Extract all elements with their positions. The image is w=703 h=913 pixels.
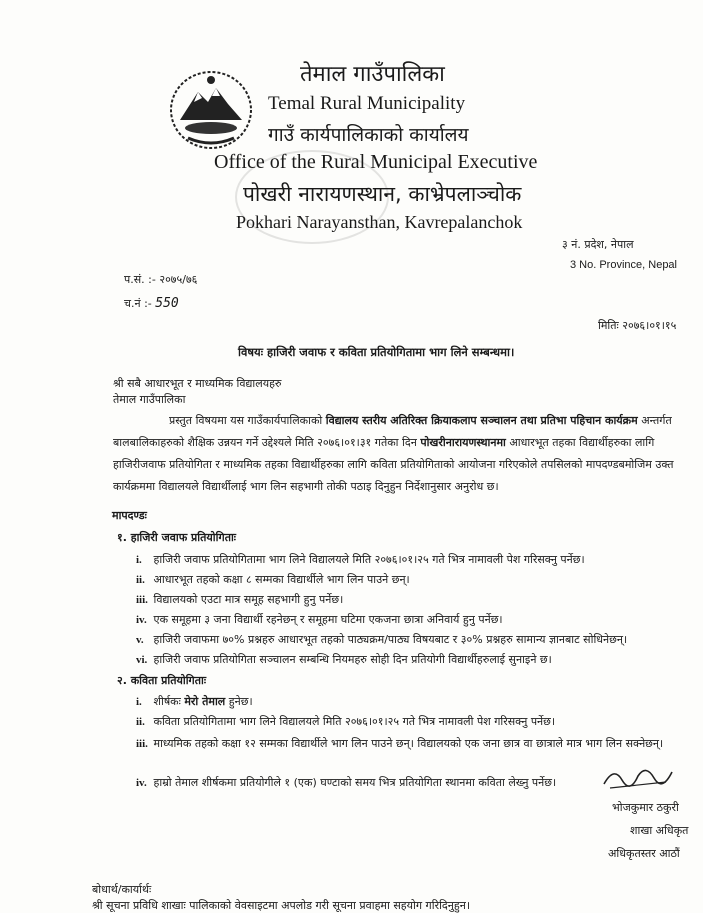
list-item-text: माध्यमिक तहको कक्षा १२ सम्मका विद्यार्थीले भाग लिन पाउने छन्। विद्यालयको एक जना छात्र वा छात्राले मात्र भाग लिन सक्नेछन्। bbox=[153, 737, 664, 750]
list-item-number: i. bbox=[136, 696, 142, 708]
list-item-number: ii. bbox=[136, 574, 145, 586]
subject-line: विषयः हाजिरी जवाफ र कविता प्रतियोगितामा भाग लिने सम्बन्धमा। bbox=[238, 345, 515, 359]
nepal-emblem-icon bbox=[168, 68, 254, 150]
list-item-text: हाजिरी जवाफमा ७०% प्रश्नहरु आधारभूत तहको पाठ्यक्रम/पाठ्य विषयबाट र ३०% प्रश्नहरु सामान्य ज्ञानबाट सोधिनेछन्। bbox=[153, 633, 628, 646]
list-item-text-after: हुनेछ। bbox=[228, 695, 253, 708]
list-item-number: vi. bbox=[136, 654, 148, 666]
section-quiz-title: १. हाजिरी जवाफ प्रतियोगिताः bbox=[117, 531, 237, 544]
list-item bbox=[136, 552, 696, 568]
body-paragraph bbox=[113, 410, 691, 498]
dispatch-number-label: च.नं :- bbox=[124, 297, 152, 310]
list-item-text: हाजिरी जवाफ प्रतियोगितामा भाग लिने विद्यालयले मिति २०७६।०१।२५ गते भित्र नामावली पेश गरिसक्नु पर्नेछ। bbox=[153, 553, 585, 566]
signature-icon bbox=[600, 762, 678, 792]
list-item-text: शीर्षकः bbox=[153, 695, 181, 708]
section-poetry-title: २. कविता प्रतियोगिताः bbox=[117, 674, 207, 687]
province-np: ३ नं. प्रदेश, नेपाल bbox=[562, 238, 634, 251]
list-item bbox=[136, 694, 696, 710]
signatory-rank: अधिकृतस्तर आठौं bbox=[608, 847, 680, 860]
criteria-heading: मापदण्डः bbox=[112, 509, 147, 522]
place-np: पोखरी नारायणस्थान, काभ्रेपलाञ्चोक bbox=[243, 182, 522, 206]
list-item-text: एक समूहमा ३ जना विद्यार्थी रहनेछन् र समूहमा घटिमा एकजना छात्रा अनिवार्य हुनु पर्नेछ। bbox=[153, 613, 503, 626]
body-program-name: विद्यालय स्तरीय अतिरिक्त क्रियाकलाप सञ्चालन तथा प्रतिभा पहिचान कार्यक्रम bbox=[325, 414, 638, 427]
office-name-np: गाउँ कार्यपालिकाको कार्यालय bbox=[268, 124, 469, 146]
list-item bbox=[136, 775, 616, 791]
list-item bbox=[136, 612, 696, 628]
letter-number-label: प.सं. :- bbox=[124, 273, 156, 286]
list-item-text: हाम्रो तेमाल शीर्षकमा प्रतियोगीले १ (एक) घण्टाको समय भित्र प्रतियोगिता स्थानमा कविता लेख्नु पर्नेछ। bbox=[153, 776, 557, 789]
list-item-text: आधारभूत तहको कक्षा ८ सम्मका विद्यार्थीले भाग लिन पाउने छन्। bbox=[153, 573, 410, 586]
list-item-number: iv. bbox=[136, 614, 147, 626]
municipality-name-en: Temal Rural Municipality bbox=[268, 93, 466, 114]
list-item-number: v. bbox=[136, 634, 144, 646]
province-en: 3 No. Province, Nepal bbox=[570, 259, 677, 271]
body-text-1: प्रस्तुत विषयमा यस गाउँकार्यपालिकाको bbox=[169, 414, 323, 427]
dispatch-number bbox=[124, 296, 179, 311]
list-item-number: iv. bbox=[136, 777, 147, 789]
signatory-name: भोजकुमार ठकुरी bbox=[612, 801, 679, 814]
body-venue: पोखरीनारायणस्थानमा bbox=[420, 436, 506, 449]
list-item-text: हाजिरी जवाफ प्रतियोगिता सञ्चालन सम्बन्धि नियमहरु सोही दिन प्रतियोगी विद्यार्थीहरुलाई सुनाइने छ। bbox=[153, 653, 552, 666]
list-item-number: i. bbox=[136, 554, 142, 566]
body-text-2: अन्तर्गत बालबालिकाहरुको शैक्षिक उन्नयन गर्ने उद्देश्यले मिति २०७६।०१।३१ गतेका दिन bbox=[113, 414, 672, 449]
addressee-line-1: श्री सबै आधारभूत र माध्यमिक विद्यालयहरु bbox=[113, 377, 282, 390]
list-item bbox=[136, 734, 696, 754]
letter-number-value: २०७५/७६ bbox=[159, 273, 198, 286]
list-item bbox=[136, 714, 696, 730]
cc-line: श्री सूचना प्रविधि शाखाः पालिकाको वेवसाइटमा अपलोड गरी सूचना प्रवाहमा सहयोग गरिदिनुहुन। bbox=[92, 899, 470, 912]
list-item-number: iii. bbox=[136, 738, 148, 750]
signatory-post: शाखा अधिकृत bbox=[630, 824, 689, 837]
list-item bbox=[136, 592, 696, 608]
body-text-3: आधारभूत तहका विद्यार्थीहरुका लागि हाजिरीजवाफ प्रतियोगिता र माध्यमिक तहका विद्यार्थीहरुका लागि कविता प्रतियोगिताको आयोजना गरिएकोले तपसिलको मापदण्डबमोजिम उक्त कार्यक्रममा विद्यालयले विद्यार्थीलाई भाग लिन सहभागी तोकी पठाइ दिनुहुन निर्देशानुसार अनुरोध छ। bbox=[113, 436, 674, 493]
letter-date: मितिः २०७६।०१।१५ bbox=[598, 319, 677, 332]
municipality-name-np: तेमाल गाउँपालिका bbox=[300, 62, 445, 87]
list-item bbox=[136, 572, 696, 588]
list-item bbox=[136, 632, 696, 648]
list-item-text: विद्यालयको एउटा मात्र समूह सहभागी हुनु पर्नेछ। bbox=[153, 593, 344, 606]
list-item-text: कविता प्रतियोगितामा भाग लिने विद्यालयले मिति २०७६।०१।२५ गते भित्र नामावली पेश गरिसक्नु पर्नेछ। bbox=[153, 715, 556, 728]
cc-heading: बोधार्थ/कार्यार्थः bbox=[92, 883, 152, 896]
place-en: Pokhari Narayansthan, Kavrepalanchok bbox=[236, 212, 523, 232]
poetry-topic: मेरो तेमाल bbox=[184, 695, 226, 708]
dispatch-number-value: 550 bbox=[155, 296, 179, 311]
list-item-number: ii. bbox=[136, 716, 145, 728]
office-name-en: Office of the Rural Municipal Executive bbox=[214, 151, 538, 173]
letter-number bbox=[124, 272, 197, 287]
list-item bbox=[136, 652, 696, 668]
addressee-line-2: तेमाल गाउँपालिका bbox=[113, 393, 186, 406]
list-item-number: iii. bbox=[136, 594, 148, 606]
